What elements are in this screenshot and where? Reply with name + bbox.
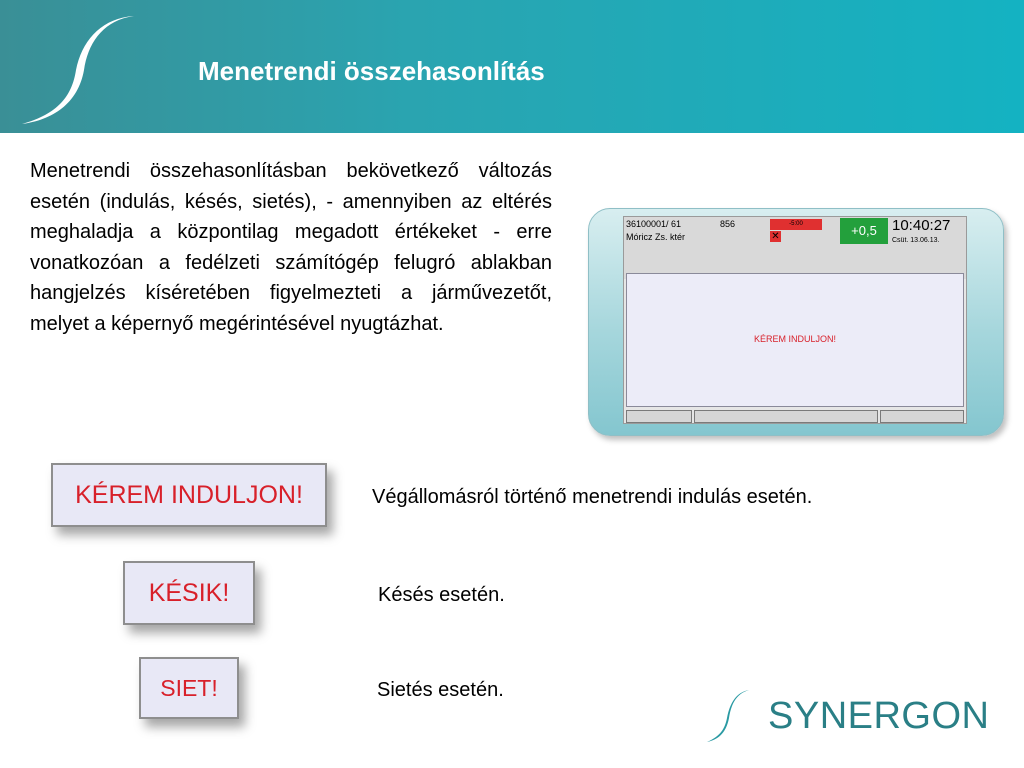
- synergon-logo: SYNERGON: [768, 695, 990, 737]
- device-screen: [623, 216, 967, 424]
- onboard-computer-mockup: [588, 208, 1004, 436]
- stop-name: Móricz Zs. ktér: [626, 232, 686, 242]
- softkey-left[interactable]: [626, 410, 692, 423]
- header-bar: [0, 0, 1024, 133]
- deviation-badge: -5:00: [770, 219, 822, 230]
- popup-alert-window[interactable]: [626, 273, 964, 407]
- alert-late: KÉSIK!: [123, 561, 255, 625]
- caption-depart: Végállomásról történő menetrendi indulás esetén.: [372, 486, 813, 508]
- swoosh-s-logo-icon: [0, 0, 160, 133]
- popup-alert-text: KÉREM INDULJON!: [753, 334, 836, 344]
- softkey-middle[interactable]: [694, 410, 878, 423]
- status-bar: [624, 217, 966, 279]
- caption-late: Késés esetén.: [378, 584, 505, 606]
- softkey-right[interactable]: [880, 410, 964, 423]
- alert-early: SIET!: [139, 657, 239, 719]
- delta-indicator: +0,5: [840, 218, 888, 244]
- synergon-swoosh-icon: [705, 688, 753, 744]
- clock-time: 10:40:27: [892, 217, 951, 234]
- alert-depart: KÉREM INDULJON!: [51, 463, 327, 527]
- caption-early: Sietés esetén.: [377, 679, 504, 701]
- vehicle-number: 856: [720, 219, 736, 229]
- train-id: 36100001/ 61: [626, 219, 682, 229]
- clock-date: Csüt. 13.06.13.: [892, 237, 940, 244]
- intro-paragraph: Menetrendi összehasonlításban bekövetkező változás esetén (indulás, késés, sietés), - amennyiben az eltérés meghaladja a központilag megadott értékeket - erre vonatkozóan a fedélzeti számítógép felugró ablakban hangjelzés kíséretében figyelmezteti a járművezetőt, melyet a képernyő megérintésével nyugtázhat.: [30, 160, 552, 335]
- page-title: Menetrendi összehasonlítás: [198, 56, 545, 86]
- close-icon[interactable]: ✕: [771, 231, 780, 242]
